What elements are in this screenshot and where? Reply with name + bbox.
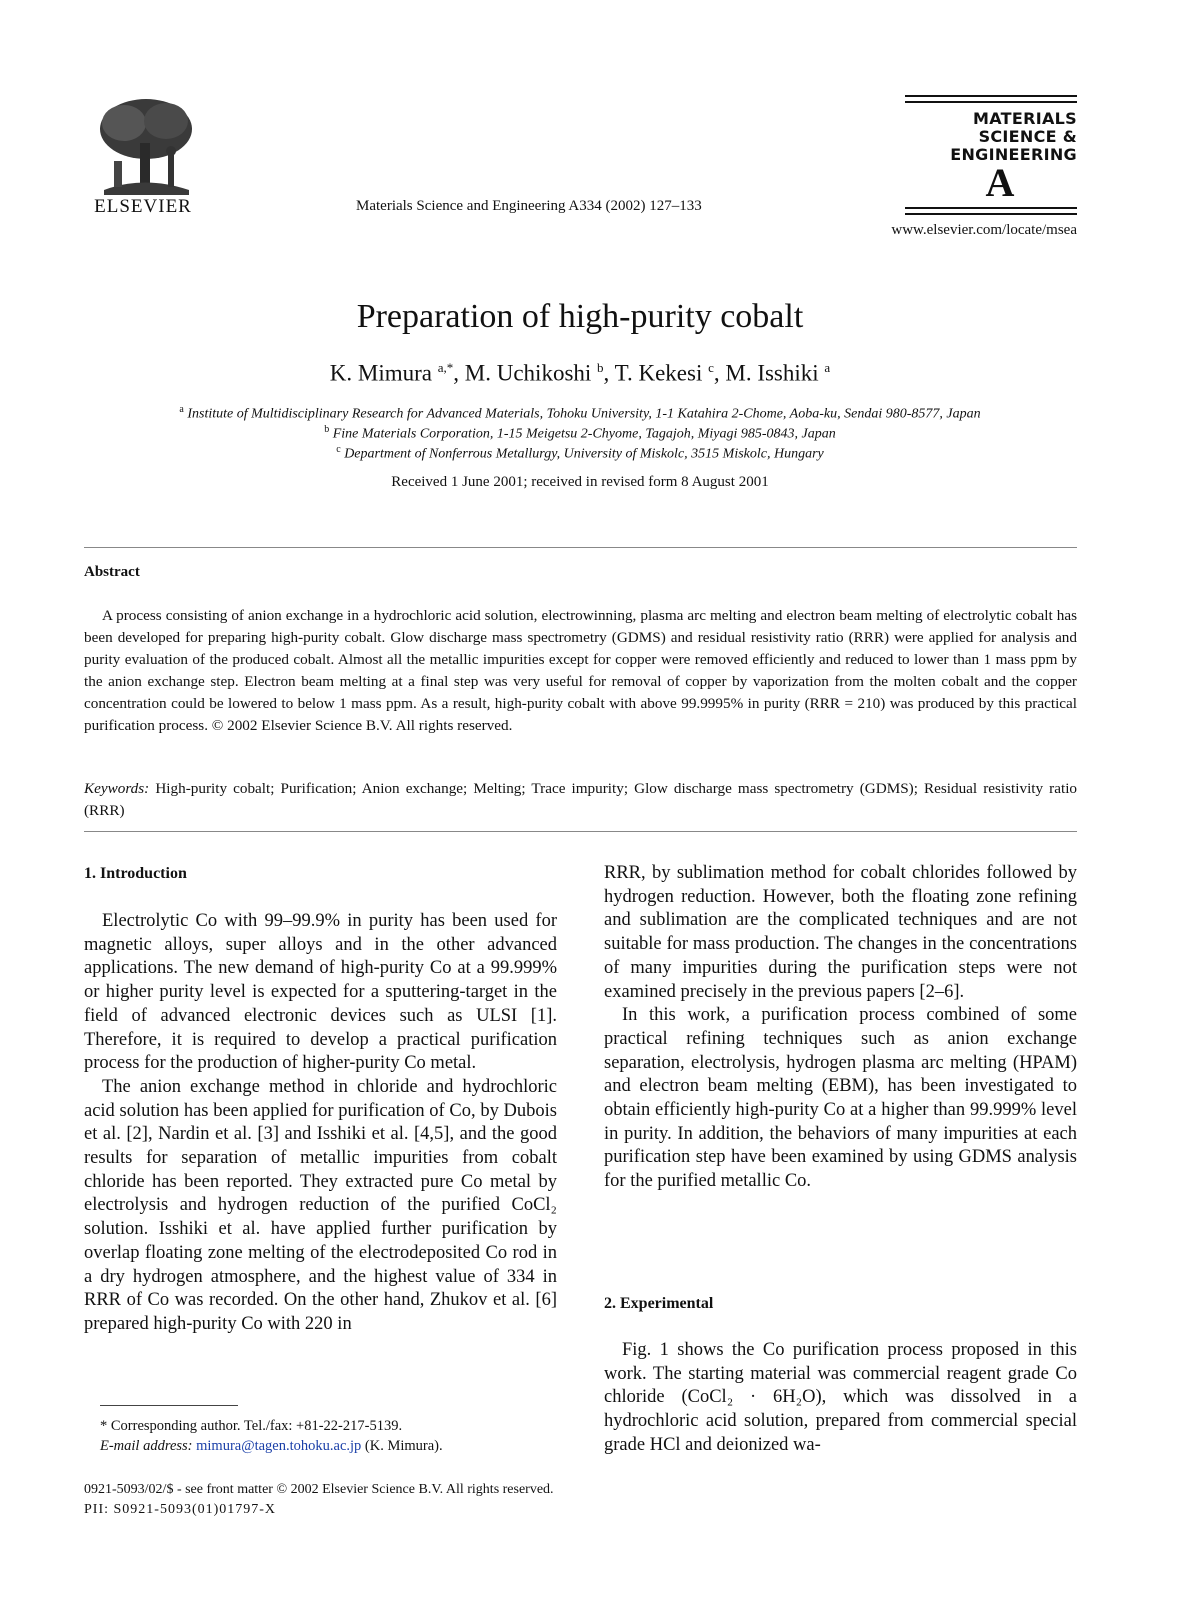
affiliation — [0, 444, 1160, 463]
keywords-label: Keywords: — [84, 780, 150, 797]
author-name: T. Kekesi — [614, 360, 703, 386]
paper-title: Preparation of high-purity cobalt — [356, 298, 804, 335]
email-suffix: (K. Mimura). — [364, 1438, 443, 1454]
author-affil-marker: c — [708, 360, 714, 375]
section-heading-introduction: 1. Introduction — [84, 865, 187, 882]
footer-copyright: 0921-5093/02/$ - see front matter © 2002 Elsevier Science B.V. All rights reserved. — [84, 1482, 554, 1497]
section-heading-experimental: 2. Experimental — [604, 1295, 714, 1312]
affiliation-text: Institute of Multidisciplinary Research for Advanced Materials, Tohoku University, 1-1 Katahira 2-Chome, Aoba-ku, Sendai 980-8577, Japan — [187, 406, 981, 422]
received-dates: Received 1 June 2001; received in revised form 8 August 2001 — [391, 474, 769, 490]
publisher-name: ELSEVIER — [94, 196, 192, 217]
author-name: M. Uchikoshi — [464, 360, 592, 386]
abstract-heading: Abstract — [84, 564, 140, 580]
author-name: K. Mimura — [329, 360, 432, 386]
paragraph: Fig. 1 shows the Co purification process proposed in this work. The starting material was commercial reagent grade Co chloride (CoCl₂ · 6H₂O), which was dissolved in a hydrochloric acid solution, prepared from commercial special grade HCl and deionized wa- — [604, 1340, 1077, 1455]
footnote-divider — [100, 1405, 238, 1406]
affiliation-marker: b — [324, 424, 330, 435]
affiliation-marker: c — [336, 444, 341, 455]
paragraph-continued: RRR, by sublimation method for cobalt chlorides followed by hydrogen reduction. However, both the floating zone refining and sublimation are the complicated techniques and are not suitable for mass production. The changes in the concentrations of many impurities during the purification steps were not examined precisely in the previous papers [2–6]. — [604, 863, 1077, 1002]
right-column-experimental — [604, 1339, 1077, 1458]
email-label: E-mail address: — [100, 1438, 193, 1454]
keywords — [84, 778, 1077, 822]
journal-logo-bottom-rule — [905, 207, 1077, 215]
author-name: M. Isshiki — [725, 360, 819, 386]
author-separator: , — [453, 360, 465, 386]
author-affil-marker: b — [597, 360, 604, 375]
author-separator: , — [713, 360, 726, 386]
affiliation — [0, 424, 1160, 443]
journal-logo-text — [905, 110, 1077, 164]
footnote-corresponding: * Corresponding author. Tel./fax: +81-22-217-5139. — [100, 1418, 403, 1434]
journal-logo-line-3: ENGINEERING — [950, 145, 1077, 164]
left-column-text — [84, 910, 557, 1337]
journal-logo-line-2: SCIENCE & — [978, 127, 1077, 146]
right-column-text — [604, 862, 1077, 1194]
journal-logo-letter: A — [985, 160, 1015, 205]
abstract-body: A process consisting of anion exchange in a hydrochloric acid solution, electrowinning, plasma arc melting and electron beam melting of electrolytic cobalt has been developed for preparing high-purity cobalt. Glow discharge mass spectrometry (GDMS) and residual resistivity ratio (RRR) were applied for analysis and purity evaluation of the produced cobalt. Almost all the metallic impurities except for copper were removed efficiently and reduced to lower than 1 mass ppm by the anion exchange step. Electron beam melting at a final step was very useful for removal of copper by vaporization from the molten cobalt and the copper concentration could be lowered to below 1 mass ppm. As a result, high-purity cobalt with above 99.9995% in purity (RRR = 210) was produced by this practical purification process. © 2002 Elsevier Science B.V. All rights reserved. — [84, 607, 1077, 734]
affiliation-marker: a — [179, 404, 184, 415]
footnote-email — [100, 1436, 560, 1456]
paragraph: The anion exchange method in chloride and hydrochloric acid solution has been applied for purification of Co, by Dubois et al. [2], Nardin et al. [3] and Isshiki et al. [4,5], and the good results for separation of metallic impurities from cobalt chloride has been reported. They extracted pure Co metal by electrolysis and hydrogen reduction of the purified CoCl₂ solution. Isshiki et al. have applied further purification by overlap floating zone melting of the electrodeposited Co rod in a dry hydrogen atmosphere, and the highest value of 334 in RRR of Co was recorded. On the other hand, Zhukov et al. [6] prepared high-purity Co with 220 in — [84, 1076, 557, 1334]
divider — [84, 547, 1077, 548]
keywords-text: High-purity cobalt; Purification; Anion exchange; Melting; Trace impurity; Glow discharge mass spectrometry (GDMS); Residual resistivity ratio (RRR) — [84, 780, 1078, 819]
journal-citation: Materials Science and Engineering A334 (2002) 127–133 — [356, 198, 702, 214]
affiliation-text: Department of Nonferrous Metallurgy, University of Miskolc, 3515 Miskolc, Hungary — [344, 446, 824, 462]
author-separator: , — [603, 360, 615, 386]
paragraph: Electrolytic Co with 99–99.9% in purity has been used for magnetic alloys, super alloys and in the other advanced applications. The new demand of high-purity Co at a 99.999% or higher purity level is expected for a sputtering-target in the field of advanced electronic devices such as ULSI [1]. Therefore, it is required to develop a practical purification process for the production of higher-purity Co metal. — [84, 911, 557, 1074]
journal-logo-top-rule — [905, 95, 1077, 103]
author-affil-marker: a,* — [437, 360, 454, 375]
affiliation-text: Fine Materials Corporation, 1-15 Meigetsu 2-Chyome, Tagajoh, Miyagi 985-0843, Japan — [332, 426, 836, 442]
journal-logo-line-1: MATERIALS — [973, 109, 1077, 128]
footer-pii: PII: S0921-5093(01)01797-X — [84, 1502, 277, 1517]
paragraph: In this work, a purification process combined of some practical refining techniques such as anion exchange separation, electrolysis, hydrogen plasma arc melting (HPAM) and electron beam melting (EBM), has been investigated to obtain efficiently high-purity Co at a higher than 99.999% level in purity. In addition, the behaviors of many impurities at each purification step have been examined by using GDMS analysis for the purified metallic Co. — [604, 1005, 1077, 1192]
affiliation — [0, 404, 1160, 423]
divider — [84, 831, 1077, 832]
journal-website-link[interactable]: www.elsevier.com/locate/msea — [891, 222, 1077, 238]
email-link[interactable]: mimura@tagen.tohoku.ac.jp — [196, 1438, 362, 1454]
author-list — [0, 360, 1160, 387]
author-affil-marker: a — [824, 360, 831, 375]
